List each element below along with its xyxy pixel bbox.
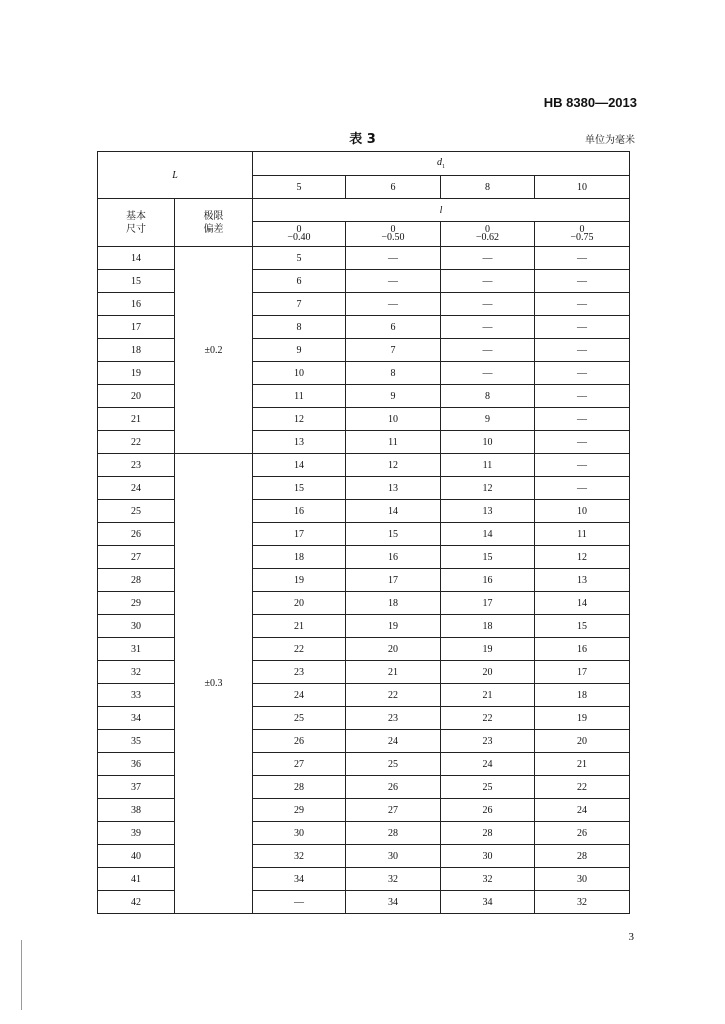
l-value-cell: 9: [441, 408, 535, 431]
l-value-cell: 34: [441, 891, 535, 914]
l-value-cell: 10: [346, 408, 441, 431]
l-value-cell: 12: [535, 546, 630, 569]
l-value-cell: —: [535, 362, 630, 385]
basic-size-cell: 33: [98, 684, 175, 707]
page-number: 3: [628, 931, 634, 943]
l-value-cell: 24: [441, 753, 535, 776]
basic-size-cell: 16: [98, 293, 175, 316]
l-value-cell: 21: [253, 615, 346, 638]
basic-size-cell: 40: [98, 845, 175, 868]
l-value-cell: 10: [535, 500, 630, 523]
l-value-cell: —: [346, 270, 441, 293]
l-value-cell: 18: [535, 684, 630, 707]
l-value-cell: 12: [253, 408, 346, 431]
basic-size-cell: 20: [98, 385, 175, 408]
basic-size-cell: 23: [98, 454, 175, 477]
l-value-cell: 17: [441, 592, 535, 615]
l-value-cell: 19: [441, 638, 535, 661]
basic-size-cell: 24: [98, 477, 175, 500]
l-value-cell: 13: [535, 569, 630, 592]
l-value-cell: 19: [346, 615, 441, 638]
l-value-cell: 25: [441, 776, 535, 799]
l-value-cell: —: [535, 247, 630, 270]
l-value-cell: 11: [346, 431, 441, 454]
l-value-cell: —: [346, 247, 441, 270]
l-value-cell: 8: [346, 362, 441, 385]
l-value-cell: 13: [346, 477, 441, 500]
L-symbol: L: [172, 169, 178, 181]
l-value-cell: 9: [346, 385, 441, 408]
l-value-cell: 24: [535, 799, 630, 822]
l-value-cell: 18: [346, 592, 441, 615]
l-value-cell: 9: [253, 339, 346, 362]
l-value-cell: 30: [535, 868, 630, 891]
l-value-cell: —: [441, 362, 535, 385]
l-value-cell: 13: [441, 500, 535, 523]
l-value-cell: 14: [346, 500, 441, 523]
header-d1-cell: [253, 152, 630, 176]
table-row: [98, 454, 630, 477]
limit-deviation-cell: ±0.2: [175, 247, 253, 454]
l-value-cell: 15: [535, 615, 630, 638]
header-L-cell: [98, 152, 253, 199]
l-value-cell: 10: [441, 431, 535, 454]
l-value-cell: 7: [253, 293, 346, 316]
l-value-cell: 27: [253, 753, 346, 776]
l-value-cell: —: [535, 293, 630, 316]
l-value-cell: 14: [441, 523, 535, 546]
l-value-cell: 16: [441, 569, 535, 592]
basic-size-cell: 41: [98, 868, 175, 891]
basic-size-cell: 17: [98, 316, 175, 339]
l-value-cell: 17: [535, 661, 630, 684]
l-value-cell: 28: [346, 822, 441, 845]
l-value-cell: 22: [346, 684, 441, 707]
l-value-cell: 23: [346, 707, 441, 730]
l-value-cell: —: [441, 247, 535, 270]
l-value-cell: 8: [441, 385, 535, 408]
l-tolerance-cell: 0 −0.62: [441, 222, 535, 247]
basic-size-cell: 38: [98, 799, 175, 822]
l-value-cell: 21: [535, 753, 630, 776]
d1-symbol: d: [437, 157, 442, 168]
l-value-cell: 32: [253, 845, 346, 868]
l-value-cell: 11: [253, 385, 346, 408]
basic-size-cell: 42: [98, 891, 175, 914]
l-tolerance-cell: 0 −0.40: [253, 222, 346, 247]
l-value-cell: —: [441, 270, 535, 293]
l-tolerance-cell: 0 −0.75: [535, 222, 630, 247]
l-value-cell: 17: [253, 523, 346, 546]
l-value-cell: 25: [346, 753, 441, 776]
l-value-cell: 13: [253, 431, 346, 454]
basic-size-cell: 21: [98, 408, 175, 431]
basic-size-cell: 18: [98, 339, 175, 362]
d-value-cell: 8: [441, 176, 535, 199]
l-value-cell: 15: [441, 546, 535, 569]
l-value-cell: 16: [346, 546, 441, 569]
d-value-cell: 10: [535, 176, 630, 199]
l-value-cell: 32: [535, 891, 630, 914]
basic-size-cell: 34: [98, 707, 175, 730]
l-value-cell: 20: [346, 638, 441, 661]
l-value-cell: 18: [441, 615, 535, 638]
l-symbol: l: [439, 204, 443, 216]
l-value-cell: 26: [253, 730, 346, 753]
l-value-cell: 27: [346, 799, 441, 822]
l-value-cell: 8: [253, 316, 346, 339]
l-value-cell: 28: [441, 822, 535, 845]
l-value-cell: 32: [441, 868, 535, 891]
basic-size-cell: 39: [98, 822, 175, 845]
l-value-cell: 21: [441, 684, 535, 707]
l-value-cell: 34: [346, 891, 441, 914]
l-value-cell: —: [535, 454, 630, 477]
l-value-cell: 6: [346, 316, 441, 339]
l-value-cell: 11: [441, 454, 535, 477]
l-value-cell: 17: [346, 569, 441, 592]
table-title: 表 3: [349, 132, 376, 147]
basic-size-cell: 32: [98, 661, 175, 684]
l-value-cell: 19: [253, 569, 346, 592]
basic-size-cell: 15: [98, 270, 175, 293]
l-value-cell: 34: [253, 868, 346, 891]
l-value-cell: 29: [253, 799, 346, 822]
l-value-cell: 6: [253, 270, 346, 293]
l-value-cell: 22: [441, 707, 535, 730]
standard-code: HB 8380—2013: [543, 95, 637, 110]
basic-size-header: 基本 尺寸: [98, 199, 175, 247]
l-value-cell: 30: [253, 822, 346, 845]
l-value-cell: 23: [253, 661, 346, 684]
l-value-cell: 32: [346, 868, 441, 891]
l-value-cell: —: [346, 293, 441, 316]
l-value-cell: —: [535, 270, 630, 293]
l-value-cell: 15: [253, 477, 346, 500]
l-value-cell: 18: [253, 546, 346, 569]
l-value-cell: 30: [441, 845, 535, 868]
l-value-cell: —: [441, 293, 535, 316]
l-value-cell: 19: [535, 707, 630, 730]
l-value-cell: 14: [535, 592, 630, 615]
l-value-cell: —: [535, 408, 630, 431]
table-row: [98, 247, 630, 270]
basic-size-cell: 25: [98, 500, 175, 523]
d1-subscript: 1: [442, 164, 445, 170]
l-value-cell: 26: [441, 799, 535, 822]
l-value-cell: —: [535, 339, 630, 362]
l-value-cell: —: [253, 891, 346, 914]
basic-size-cell: 22: [98, 431, 175, 454]
l-value-cell: 20: [535, 730, 630, 753]
l-value-cell: 12: [346, 454, 441, 477]
basic-size-cell: 19: [98, 362, 175, 385]
l-value-cell: 22: [253, 638, 346, 661]
basic-size-cell: 36: [98, 753, 175, 776]
l-value-cell: 20: [441, 661, 535, 684]
basic-size-cell: 37: [98, 776, 175, 799]
basic-size-cell: 30: [98, 615, 175, 638]
l-value-cell: 26: [535, 822, 630, 845]
d-value-cell: 5: [253, 176, 346, 199]
header-l-cell: [253, 199, 630, 222]
l-value-cell: 24: [253, 684, 346, 707]
basic-size-cell: 31: [98, 638, 175, 661]
l-tolerance-cell: 0 −0.50: [346, 222, 441, 247]
l-value-cell: 7: [346, 339, 441, 362]
l-value-cell: 28: [253, 776, 346, 799]
l-value-cell: —: [535, 477, 630, 500]
l-value-cell: 16: [253, 500, 346, 523]
l-value-cell: —: [535, 385, 630, 408]
dimension-table: [97, 151, 630, 914]
l-value-cell: 14: [253, 454, 346, 477]
l-value-cell: 22: [535, 776, 630, 799]
l-value-cell: 24: [346, 730, 441, 753]
d-value-cell: 6: [346, 176, 441, 199]
scan-edge-line: [21, 940, 22, 1010]
l-value-cell: 12: [441, 477, 535, 500]
limit-deviation-cell: ±0.3: [175, 454, 253, 914]
l-value-cell: —: [441, 316, 535, 339]
l-value-cell: 11: [535, 523, 630, 546]
l-value-cell: —: [535, 431, 630, 454]
limit-deviation-header: 极限 偏差: [175, 199, 253, 247]
basic-size-cell: 26: [98, 523, 175, 546]
l-value-cell: —: [441, 339, 535, 362]
l-value-cell: 21: [346, 661, 441, 684]
basic-size-cell: 28: [98, 569, 175, 592]
l-value-cell: 30: [346, 845, 441, 868]
l-value-cell: 20: [253, 592, 346, 615]
basic-size-cell: 29: [98, 592, 175, 615]
unit-note: 单位为毫米: [585, 135, 635, 146]
l-value-cell: —: [535, 316, 630, 339]
l-value-cell: 23: [441, 730, 535, 753]
l-value-cell: 10: [253, 362, 346, 385]
l-value-cell: 28: [535, 845, 630, 868]
l-value-cell: 16: [535, 638, 630, 661]
l-value-cell: 25: [253, 707, 346, 730]
basic-size-cell: 27: [98, 546, 175, 569]
basic-size-cell: 14: [98, 247, 175, 270]
l-value-cell: 26: [346, 776, 441, 799]
l-value-cell: 5: [253, 247, 346, 270]
basic-size-cell: 35: [98, 730, 175, 753]
l-value-cell: 15: [346, 523, 441, 546]
